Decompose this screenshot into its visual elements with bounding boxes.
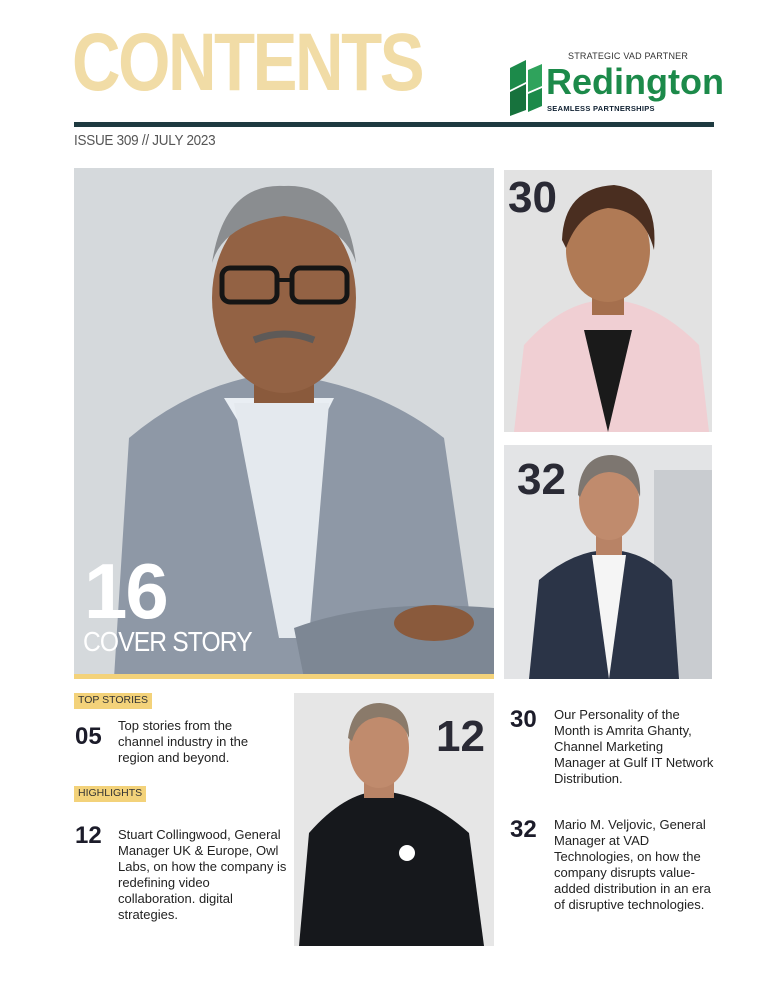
redington-mark-icon	[508, 60, 548, 116]
highlight-text[interactable]: Stuart Collingwood, General Manager UK & Europe, Owl Labs, on how the company is redefining video collaboration. digital strategies.	[118, 827, 287, 922]
brand-tagline: SEAMLESS PARTNERSHIPS	[547, 104, 655, 113]
page-title: CONTENTS	[72, 17, 423, 108]
vad-page-number: 32	[517, 455, 566, 504]
issue-line: ISSUE 309 // JULY 2023	[74, 132, 216, 149]
personality-text[interactable]: Our Personality of the Month is Amrita Ghanty, Channel Marketing Manager at Gulf IT Network Distribution.	[554, 707, 714, 786]
brand-name: Redington	[546, 61, 724, 102]
highlights-tag: HIGHLIGHTS	[74, 786, 146, 802]
top-stories-number: 05	[75, 723, 102, 750]
partner-label: STRATEGIC VAD PARTNER	[568, 51, 689, 61]
cover-accent-bar	[74, 674, 494, 679]
header-rule	[74, 122, 714, 127]
cover-page-number: 16	[84, 547, 167, 635]
personality-page-number: 30	[508, 173, 557, 222]
personality-number: 30	[510, 706, 537, 733]
top-stories-text[interactable]: Top stories from the channel industry in the region and beyond.	[118, 718, 249, 765]
highlight-page-number: 12	[436, 712, 485, 761]
vad-text[interactable]: Mario M. Veljovic, General Manager at VAD Technologies, on how the company disrupts value-added distribution in an era of disruptive technologies.	[554, 817, 711, 912]
cover-story-label: COVER STORY	[83, 626, 252, 657]
vad-number: 32	[510, 816, 537, 843]
top-stories-tag: TOP STORIES	[74, 693, 152, 709]
highlight-number: 12	[75, 822, 102, 849]
